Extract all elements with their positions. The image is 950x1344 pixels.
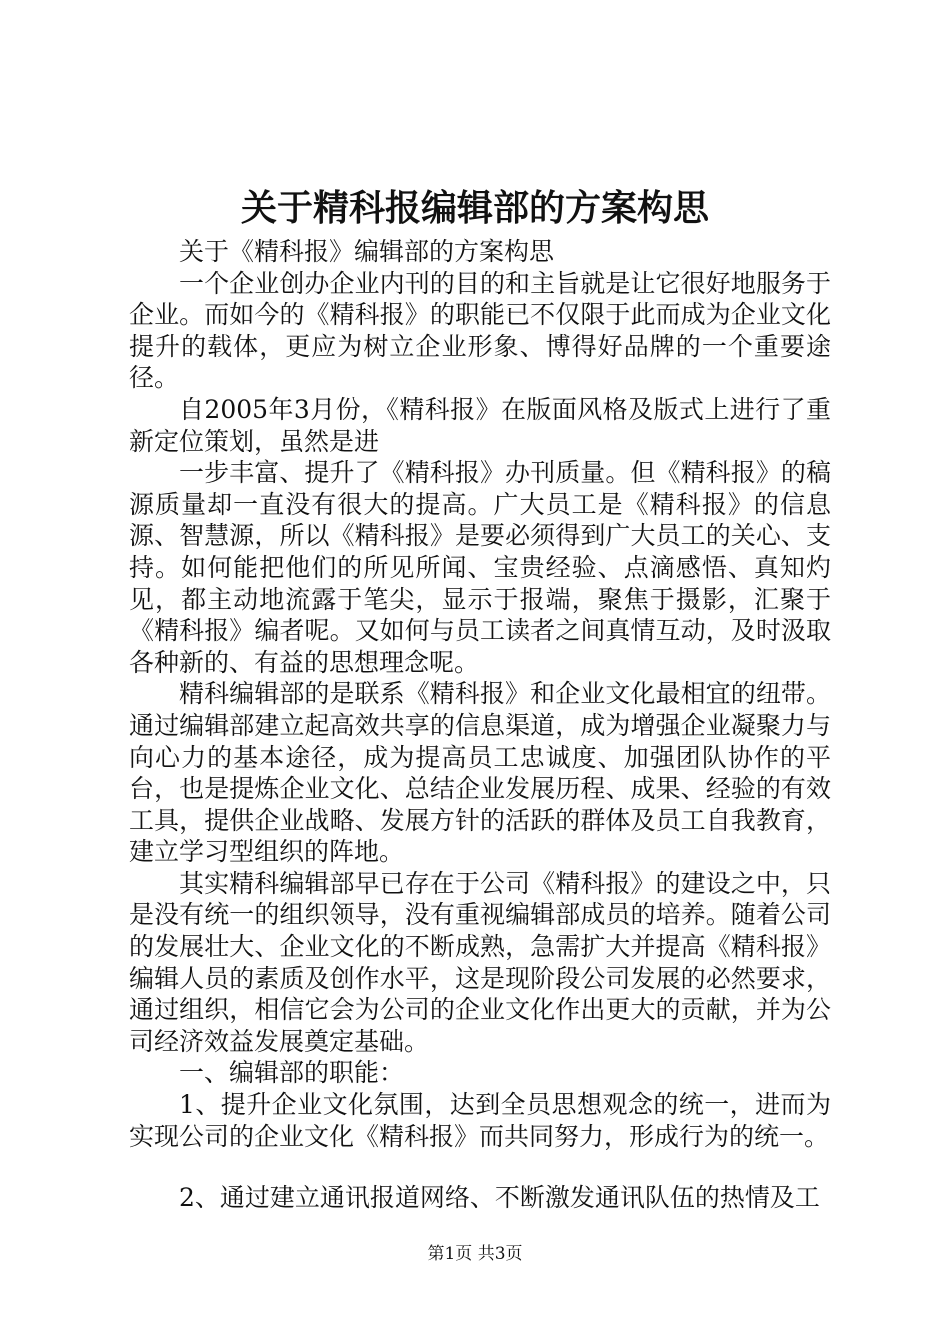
body-paragraph: 一步丰富、提升了《精科报》办刊质量。但《精科报》的稿源质量却一直没有很大的提高。广大员工是《精科报》的信息源、智慧源，所以《精科报》是要必须得到广大员工的关心、支持。如何能把他们的所见所闻、宝贵经验、点滴感悟、真知灼见，都主动地流露于笔尖，显示于报端，聚焦于摄影，汇聚于《精科报》编者呢。又如何与员工读者之间真情互动，及时汲取各种新的、有益的思想理念呢。	[129, 458, 831, 677]
body-paragraph: 自2005年3月份，《精科报》在版面风格及版式上进行了重新定位策划，虽然是进	[129, 394, 831, 456]
body-paragraph: 精科编辑部的是联系《精科报》和企业文化最相宜的纽带。通过编辑部建立起高效共享的信息渠道，成为增强企业凝聚力与向心力的基本途径，成为提高员工忠诚度、加强团队协作的平台，也是提炼企业文化、总结企业发展历程、成果、经验的有效工具，提供企业战略、发展方针的活跃的群体及员工自我教育，建立学习型组织的阵地。	[129, 679, 831, 867]
subtitle-paragraph: 关于《精科报》编辑部的方案构思	[179, 237, 555, 266]
document-title: 关于精科报编辑部的方案构思	[240, 187, 709, 229]
body-paragraph: 其实精科编辑部早已存在于公司《精科报》的建设之中，只是没有统一的组织领导，没有重视编辑部成员的培养。随着公司的发展壮大、企业文化的不断成熟，急需扩大并提高《精科报》编辑人员的素质及创作水平，这是现阶段公司发展的必然要求，通过组织，相信它会为公司的企业文化作出更大的贡献，并为公司经济效益发展奠定基础。	[129, 868, 831, 1056]
list-item: 2、通过建立通讯报道网络、不断激发通讯队伍的热情及工	[179, 1183, 820, 1213]
document-body	[129, 236, 831, 1214]
list-item: 1、提升企业文化氛围，达到全员思想观念的统一，进而为实现公司的企业文化《精科报》而共同努力，形成行为的统一。	[129, 1090, 831, 1151]
page-footer: 第1页 共3页	[427, 1244, 523, 1264]
body-paragraph: 一个企业创办企业内刊的目的和主旨就是让它很好地服务于企业。而如今的《精科报》的职能已不仅限于此而成为企业文化提升的载体，更应为树立企业形象、博得好品牌的一个重要途径。	[129, 268, 831, 393]
section-heading: 一、编辑部的职能：	[179, 1058, 405, 1088]
